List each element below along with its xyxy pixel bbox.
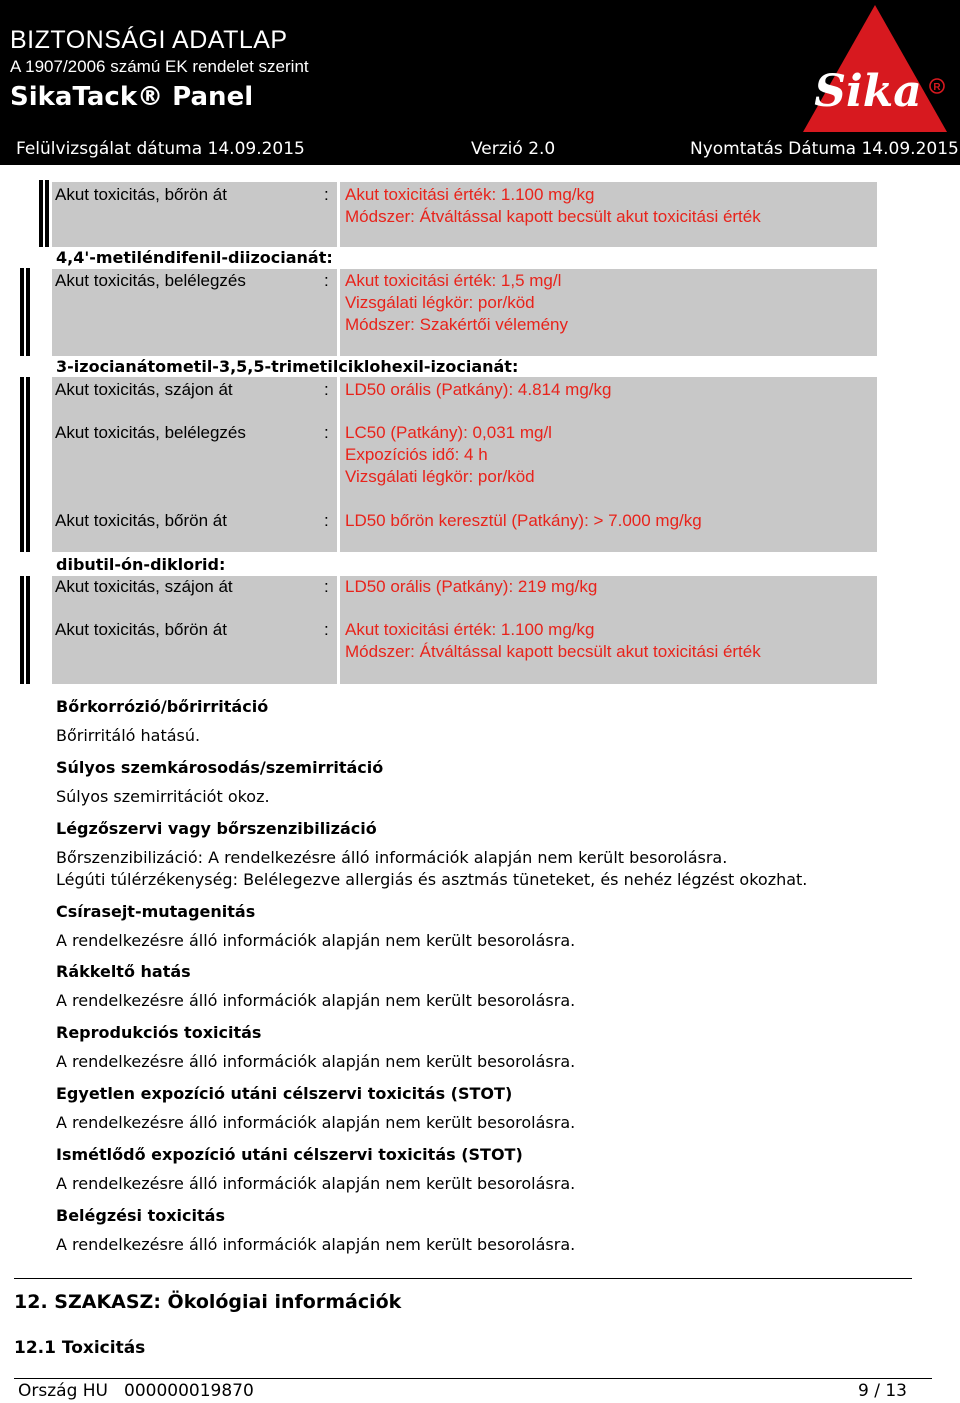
section-text: Bőrirritáló hatású.	[56, 726, 201, 745]
document-title: BIZTONSÁGI ADATLAP	[10, 26, 288, 54]
data-box: Akut toxicitás, szájon át : LD50 orális (Patkány): 4.814 mg/kg Akut toxicitás, belélegzés : LC50 (Patkány): 0,031 mg/l Expozíciós idő: 4 h Vizsgálati légkör: por/köd Akut toxicitás, bőrön át : LD50 bőrön keresztül (Patkány): > 7.000 mg/kg	[52, 377, 877, 552]
substance-name: 4,4'-metiléndifenil-diizocianát:	[56, 248, 333, 267]
change-bar	[20, 377, 30, 552]
svg-text:R: R	[933, 82, 941, 93]
section-heading: Súlyos szemkárosodás/szemirritáció	[56, 758, 384, 777]
section-text: A rendelkezésre álló információk alapján nem került besorolásra.	[56, 1113, 576, 1132]
data-box: Akut toxicitás, szájon át : LD50 orális (Patkány): 219 mg/kg Akut toxicitás, bőrön át : Akut toxicitási érték: 1.100 mg/kg Módszer: Átváltással kapott becsült akut toxicitási érték	[52, 576, 877, 684]
data-box: Akut toxicitás, bőrön át : Akut toxicitási érték: 1.100 mg/kg Módszer: Átváltással kapott becsült akut toxicitási érték	[52, 182, 877, 247]
section-divider	[14, 1278, 912, 1279]
svg-text:Sika: Sika	[814, 66, 922, 117]
substance-name: dibutil-ón-diklorid:	[56, 555, 226, 574]
tox-label: Akut toxicitás, szájon át	[55, 380, 233, 399]
section-text: A rendelkezésre álló információk alapján nem került besorolásra.	[56, 1235, 576, 1254]
print-date: Nyomtatás Dátuma 14.09.2015	[690, 139, 959, 159]
change-bar	[39, 180, 49, 247]
section-text: Bőrszenzibilizáció: A rendelkezésre álló információk alapján nem került besorolásra.	[56, 848, 728, 867]
tox-value: LD50 orális (Patkány): 219 mg/kg	[345, 577, 598, 596]
section-12-1-title: 12.1 Toxicitás	[14, 1338, 146, 1358]
section-heading: Ismétlődő expozíció utáni célszervi toxicitás (STOT)	[56, 1145, 523, 1164]
section-heading: Egyetlen expozíció utáni célszervi toxicitás (STOT)	[56, 1084, 513, 1103]
document-header	[0, 0, 960, 165]
tox-label: Akut toxicitás, bőrön át	[55, 185, 227, 204]
version-label: Verzió 2.0	[471, 139, 556, 159]
section-text: A rendelkezésre álló információk alapján nem került besorolásra.	[56, 991, 576, 1010]
product-name: SikaTack® Panel	[10, 82, 254, 112]
footer-country: Ország HU	[18, 1381, 108, 1401]
section-text: A rendelkezésre álló információk alapján nem került besorolásra.	[56, 1174, 576, 1193]
section-heading: Belégzési toxicitás	[56, 1206, 225, 1225]
section-heading: Csírasejt-mutagenitás	[56, 902, 256, 921]
section-text: Súlyos szemirritációt okoz.	[56, 787, 270, 806]
tox-value: Akut toxicitási érték: 1.100 mg/kg Módszer: Átváltással kapott becsült akut toxicitási érték	[345, 620, 761, 661]
sika-logo	[800, 2, 950, 134]
footer-code: 000000019870	[124, 1381, 254, 1401]
tox-value: Akut toxicitási érték: 1.100 mg/kg Módszer: Átváltással kapott becsült akut toxicitási érték	[345, 185, 761, 226]
change-bar	[20, 268, 30, 356]
section-text: Légúti túlérzékenység: Belélegezve allergiás és asztmás tüneteket, és nehéz légzést okozhat.	[56, 870, 808, 889]
section-heading: Bőrkorrózió/bőrirritáció	[56, 697, 269, 716]
section-12-title: 12. SZAKASZ: Ökológiai információk	[14, 1291, 402, 1313]
tox-value: Akut toxicitási érték: 1,5 mg/l Vizsgálati légkör: por/köd Módszer: Szakértői vélemény	[345, 271, 568, 334]
page-number: 9 / 13	[858, 1381, 907, 1401]
tox-label: Akut toxicitás, bőrön át	[55, 620, 227, 639]
tox-label: Akut toxicitás, szájon át	[55, 577, 233, 596]
section-heading: Reprodukciós toxicitás	[56, 1023, 262, 1042]
regulation-text: A 1907/2006 számú EK rendelet szerint	[10, 57, 309, 76]
tox-value: LD50 orális (Patkány): 4.814 mg/kg	[345, 380, 612, 399]
section-heading: Légzőszervi vagy bőrszenzibilizáció	[56, 819, 377, 838]
tox-label: Akut toxicitás, belélegzés	[55, 271, 246, 290]
revision-date: Felülvizsgálat dátuma 14.09.2015	[16, 139, 305, 159]
section-text: A rendelkezésre álló információk alapján nem került besorolásra.	[56, 931, 576, 950]
data-box: Akut toxicitás, belélegzés : Akut toxicitási érték: 1,5 mg/l Vizsgálati légkör: por/köd Módszer: Szakértői vélemény	[52, 269, 877, 356]
footer-divider	[14, 1378, 932, 1379]
change-bar	[20, 576, 30, 684]
tox-value: LD50 bőrön keresztül (Patkány): > 7.000 mg/kg	[345, 511, 702, 530]
tox-label: Akut toxicitás, belélegzés	[55, 423, 246, 442]
tox-label: Akut toxicitás, bőrön át	[55, 511, 227, 530]
section-text: A rendelkezésre álló információk alapján nem került besorolásra.	[56, 1052, 576, 1071]
tox-value: LC50 (Patkány): 0,031 mg/l Expozíciós idő: 4 h Vizsgálati légkör: por/köd	[345, 423, 552, 486]
substance-name: 3-izocianátometil-3,5,5-trimetilciklohexil-izocianát:	[56, 357, 519, 376]
section-heading: Rákkeltő hatás	[56, 962, 191, 981]
